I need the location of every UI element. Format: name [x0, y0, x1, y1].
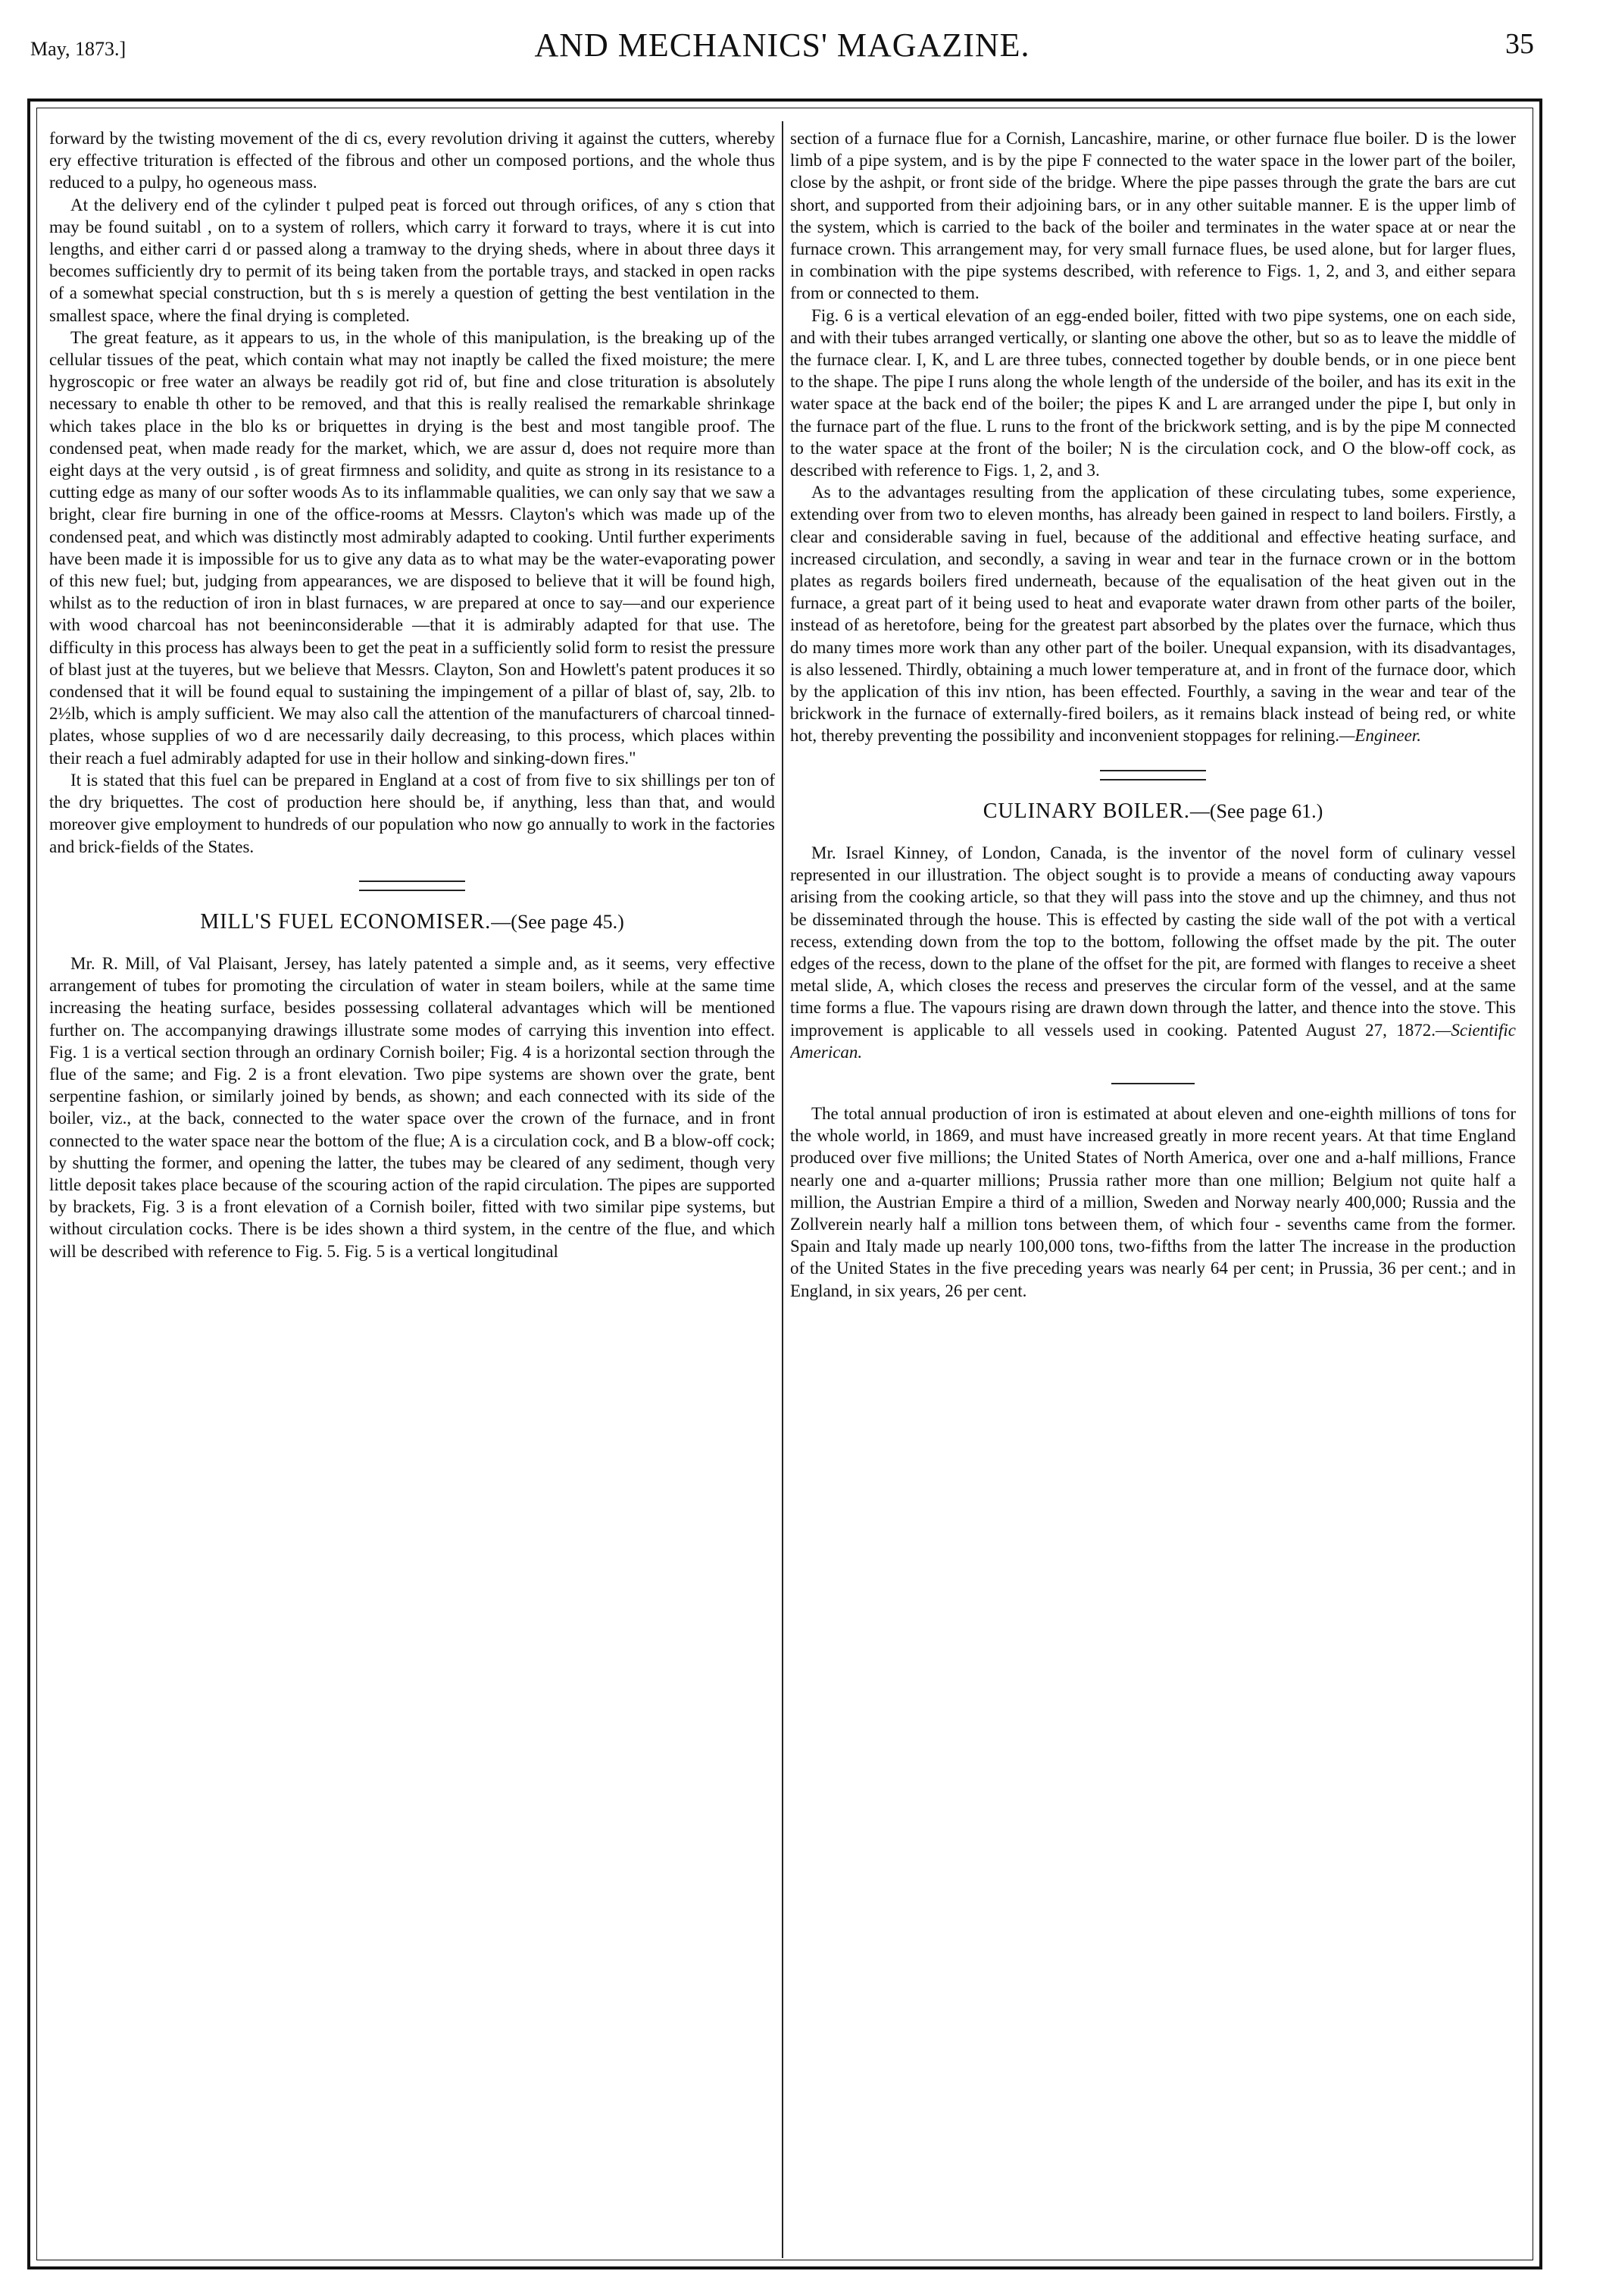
culinary-heading-ref: —(See page 61.): [1189, 799, 1323, 822]
section-separator: [1100, 770, 1206, 780]
running-title: AND MECHANICS' MAGAZINE.: [534, 27, 1030, 64]
culinary-heading-title: CULINARY BOILER.: [983, 799, 1190, 823]
peat-paragraph: forward by the twisting movement of the di cs, every revolution driving it against the cutters, whereby ery effective trituration is effected of the fibrous and other un composed portions, and the whole thus reduced to a pulpy, ho ogeneous mass.: [49, 129, 775, 192]
mill-paragraph: Mr. R. Mill, of Val Plaisant, Jersey, has lately patented a simple and, as it seems, very effective arrangement of tubes for promoting the circulation of water in steam boilers, while at the same time increasing the heating surface, besides possessing collateral advantages which will be mentioned further on. The accompanying drawings illustrate some modes of carrying this invention into effect. Fig. 1 is a vertical section through an ordinary Cornish boiler; Fig. 4 is a horizontal section through the flue of the same; and Fig. 2 is a front elevation. Two pipe systems are shown over the grate, bent serpentine fashion, or similarly joined by bends, as shown; and each connected with its side of the boiler, viz., at the back, connected to the water space over the crown of the furnace, and in front connected to the water space near the bottom of the flue; A is a circulation cock, and B a blow-off cock; by shutting the former, and opening the latter, the tubes may be cleared of any sediment, though very little deposit takes place because of the scouring action of the rapid circulation. The pipes are supported by brackets, Fig. 3 is a front elevation of a Cornish boiler, fitted with two similar pipe systems, but without circulation cocks. There is be ides shown a third system, in the centre of the flue, and which will be described with reference to Fig. 5. Fig. 5 is a vertical longitudinal: [49, 953, 775, 1261]
issue-date: May, 1873.]: [30, 38, 127, 60]
mill-paragraph: Fig. 6 is a vertical elevation of an egg-ended boiler, fitted with two pipe systems, one on each side, and with their tubes arranged vertically, or slanting one above the other, but so as to leave the middle of the furnace clear. I, K, and L are three tubes, connected together by double bends, or in one piece bent to the shape. The pipe I runs along the whole length of the underside of the boiler, and has its exit in the water space at the back end of the boiler; the pipes K and L are arranged under the pipe I, but only in the furnace part of the flue. L runs to the front of the brickwork setting, and is by the pipe M connected to the water space at the front of the boiler; N is the circulation cock, and O the blow-off cock, as described with reference to Figs. 1, 2, and 3.: [790, 305, 1516, 480]
mill-paragraph-text: As to the advantages resulting from the application of these circulating tubes, some experience, extending over from two to eleven months, has already been gained in respect to land boilers. Firstly, a clear and considerable saving in fuel, because of the additional and effective heating surface, and increased circulation, and secondly, a saving in wear and tear in the furnace crown or in the bottom plates as regards boilers fired underneath, because of the equalisation of the heat given out in the furnace, a great part of it being used to heat and evaporate water drawn from other parts of the boiler, instead of as heretofore, being for the greatest part absorbed by the plates over the furnace, which thus do many times more work than any other part of the boiler. Unequal expansion, with its disadvantages, is also lessened. Thirdly, obtaining a much lower temperature at, and in front of the furnace door, which by the application of this inv ntion, has been effected. Fourthly, a saving in the wear and tear of the brickwork in the furnace of externally-fired boilers, as it remains black instead of being red, or white hot, thereby preventing the possibility and inconvenient stoppages for relining.: [790, 483, 1516, 746]
page-number: 35: [1505, 28, 1534, 60]
section-separator: [1111, 1083, 1195, 1084]
section-separator: [359, 881, 465, 891]
iron-production-paragraph: The total annual production of iron is estimated at about eleven and one-eighth millions of tons for the whole world, in 1869, and must have increased greatly in more recent years. At that time England produced over five millions; the United States of North America, over one and a-half millions, France nearly one and a-quarter millions; Prussia rather more than one million; Belgium not quite half a million, the Austrian Empire a third of a million, Sweden and Norway nearly 400,000; Russia and the Zollverein nearly half a million tons between them, of which four - sevenths came from the former. Spain and Italy made up nearly 100,000 tons, two-fifths from the latter The increase in the production of the United States in the five preceding years was nearly 64 per cent; in Prussia, 36 per cent.; and in England, in six years, 26 per cent.: [790, 1103, 1516, 1300]
peat-paragraph: The great feature, as it appears to us, in the whole of this manipulation, is the breaking up of the cellular tissues of the peat, which contain what may not inaptly be called the fixed moisture; the mere hygroscopic or free water an always be readily got rid of, but fine and close trituration is absolutely necessary to enable th other to be removed, and that this is really realised the remarkable shrinkage which takes place in the blo ks or briquettes in drying is the best and most tangible proof. The condensed peat, when made ready for the market, which, we are assur d, does not require more than eight days at the very outsid , is of great firmness and solidity, and quite as strong in its resistance to a cutting edge as many of our softer woods As to its inflammable qualities, we can only say that we saw a bright, clear fire burning in one of the office-rooms at Messrs. Clayton's which was made up of the condensed peat, and which was distinctly most admirably adapted to cooking. Until further experiments have been made it is impossible for us to give any data as to what may be the water-evaporating power of this new fuel; but, judging from appearances, we are disposed to believe that it will be found high, whilst as to the reduction of iron in blast furnaces, w are prepared at once to say—and our experience with wood charcoal has not beeninconsiderable —that it is admirably adapted for that use. The difficulty in this process has always been to get the peat in a sufficiently solid form to resist the pressure of blast just at the tuyeres, but we believe that Messrs. Clayton, Son and Howlett's patent produces it so condensed that it will be found equal to sustaining the impingement of a pillar of blast of, say, 2lb. to 2½lb, which is amply sufficient. We may also call the attention of the manufacturers of charcoal tinned-plates, whose supplies of wo d are necessarily daily decreasing, to this process, which places within their reach a fuel admirably adapted for use in their hollow and sinking-down fires.": [49, 327, 775, 768]
left-column: [49, 127, 775, 2249]
peat-paragraph: It is stated that this fuel can be prepared in England at a cost of from five to six shillings per ton of the dry briquettes. The cost of production here should be, if anything, less than that, and would moreover give employment to hundreds of our population who now go annually to work in the factories and brick-fields of the States.: [49, 770, 775, 856]
culinary-source: —Scientific American.: [790, 1020, 1516, 1062]
page-header: [30, 23, 1534, 68]
mill-heading-title: MILL'S FUEL ECONOMISER.: [200, 909, 492, 934]
mill-paragraph: section of a furnace flue for a Cornish, Lancashire, marine, or other furnace flue boiler. D is the lower limb of a pipe system, and is by the pipe F connected to the water space in the lower part of the boiler, close by the ashpit, or front side of the bridge. Where the pipe passes through the grate the bars are cut short, and supported from their adjoining bars, or in any other suitable manner. E is the upper limb of the system, which is carried to the back of the boiler and terminates in the water space at or near the furnace crown. This arrangement may, for very small furnace flues, be used alone, but for larger flues, in combination with the pipe systems described, with reference to Figs. 1, 2, and 3, and either separa from or connected to them.: [790, 129, 1516, 303]
culinary-section-heading: [790, 800, 1516, 822]
culinary-paragraph: [790, 842, 1516, 1063]
column-divider: [782, 121, 783, 2258]
culinary-paragraph-text: Mr. Israel Kinney, of London, Canada, is the inventor of the novel form of culinary vessel represented in our illustration. The object sought is to provide a means of conducting away vapours arising from the cooking article, so that they will pass into the stove and up the chimney, and thus not be disseminated through the house. This is effected by casting the side wall of the pot with a vertical recess, extending down from the top to the bottom, following the offset made by the pit. The outer edges of the recess, down to the plane of the offset for the pit, are formed with flanges to receive a sheet metal slide, A, which closes the recess and preserves the circular form of the vessel, and at the same time forms a flue. The vapours rising are drawn down through the latter, and thence into the stove. This improvement is applicable to all vessels used in cooking. Patented August 27, 1872.: [790, 843, 1516, 1040]
mill-section-heading: [49, 911, 775, 933]
mill-source: —Engineer.: [1339, 726, 1421, 746]
mill-heading-ref: —(See page 45.): [491, 910, 624, 933]
right-column: [790, 127, 1516, 2249]
peat-paragraph: At the delivery end of the cylinder t pulped peat is forced out through orifices, of any s ction that may be found suitabl , on to a system of rollers, which carry it forward to trays, where it is cut into lengths, and either carri d or passed along a tramway to the drying sheds, where in about three days it becomes sufficiently dry to permit of its being taken from the portable trays, and stacked in open racks of a somewhat special construction, but th s is merely a question of getting the best ventilation in the smallest space, where the final drying is completed.: [49, 195, 775, 325]
mill-paragraph: [790, 481, 1516, 746]
